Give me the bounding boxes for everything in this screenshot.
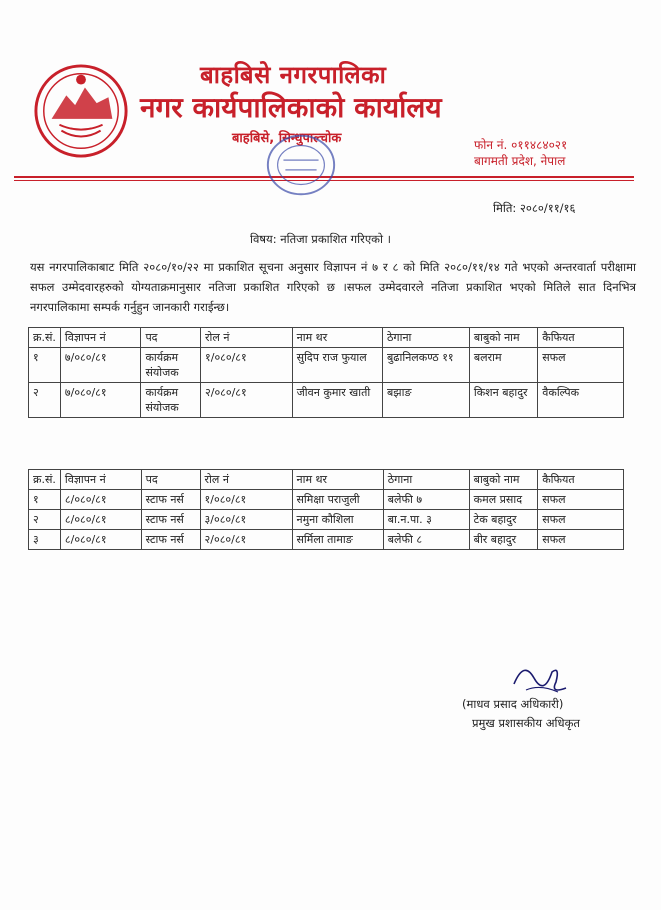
office-address: बाहबिसे, सिन्धुपाल्चोक <box>232 131 342 146</box>
col-serial: क्र.सं. <box>29 470 61 490</box>
col-father: बाबुको नाम <box>469 470 538 490</box>
cell-address: बुढानिलकण्ठ ११ <box>383 348 470 383</box>
cell-post: कार्यक्रम संयोजक <box>141 383 201 418</box>
nepal-emblem-icon <box>32 62 130 160</box>
cell-father: टेक बहादुर <box>469 510 538 530</box>
cell-serial: १ <box>29 490 61 510</box>
col-remarks: कैफियत <box>538 470 624 490</box>
cell-father: कमल प्रसाद <box>469 490 538 510</box>
table-row <box>29 383 624 418</box>
table-row <box>29 348 624 383</box>
cell-advertisement: ८/०८०/८१ <box>60 530 141 550</box>
cell-serial: २ <box>29 510 61 530</box>
cell-roll: २/०८०/८१ <box>201 383 293 418</box>
table-row <box>29 510 624 530</box>
cell-roll: १/०८०/८१ <box>200 490 292 510</box>
cell-father: किशन बहादुर <box>469 383 537 418</box>
cell-father: बलराम <box>469 348 537 383</box>
office-phone: फोन नं. ०११४८४०२१ <box>474 138 568 152</box>
col-advertisement: विज्ञापन नं <box>60 328 141 348</box>
cell-name: सर्मिला तामाङ <box>292 530 383 550</box>
cell-post: कार्यक्रम संयोजक <box>141 348 201 383</box>
col-roll: रोल नं <box>200 470 292 490</box>
office-province: बागमती प्रदेश, नेपाल <box>474 154 566 168</box>
cell-name: जीवन कुमार खाती <box>292 383 382 418</box>
col-post: पद <box>141 328 201 348</box>
table-header-row <box>29 470 624 490</box>
results-table-1 <box>28 327 624 418</box>
cell-address: बलेफी ७ <box>383 490 469 510</box>
cell-post: स्टाफ नर्स <box>141 510 200 530</box>
cell-advertisement: ८/०८०/८१ <box>60 490 141 510</box>
col-roll: रोल नं <box>201 328 293 348</box>
cell-roll: १/०८०/८१ <box>201 348 293 383</box>
notice-subject: विषय: नतिजा प्रकाशित गरिएको । <box>250 232 392 246</box>
cell-serial: २ <box>29 383 61 418</box>
cell-remarks: वैकल्पिक <box>538 383 624 418</box>
cell-post: स्टाफ नर्स <box>141 490 200 510</box>
cell-name: समिक्षा पराजुली <box>292 490 383 510</box>
cell-advertisement: ८/०८०/८१ <box>60 510 141 530</box>
signature-icon <box>506 654 576 700</box>
cell-post: स्टाफ नर्स <box>141 530 200 550</box>
col-address: ठेगाना <box>383 328 470 348</box>
cell-remarks: सफल <box>538 348 624 383</box>
col-address: ठेगाना <box>383 470 469 490</box>
cell-name: नमुना कौशिला <box>292 510 383 530</box>
cell-serial: ३ <box>29 530 61 550</box>
signatory-designation: प्रमुख प्रशासकीय अधिकृत <box>472 716 580 730</box>
col-remarks: कैफियत <box>538 328 624 348</box>
cell-serial: १ <box>29 348 61 383</box>
cell-roll: ३/०८०/८१ <box>200 510 292 530</box>
col-post: पद <box>141 470 200 490</box>
cell-remarks: सफल <box>538 490 624 510</box>
col-advertisement: विज्ञापन नं <box>60 470 141 490</box>
col-serial: क्र.सं. <box>29 328 61 348</box>
table-row <box>29 490 624 510</box>
cell-address: बझाङ <box>383 383 470 418</box>
cell-roll: २/०८०/८१ <box>200 530 292 550</box>
cell-advertisement: ७/०८०/८१ <box>60 383 141 418</box>
table-header-row <box>29 328 624 348</box>
office-stamp-icon <box>262 130 340 200</box>
cell-father: बीर बहादुर <box>469 530 538 550</box>
cell-address: बलेफी ८ <box>383 530 469 550</box>
signatory-name: (माधव प्रसाद अधिकारी) <box>462 697 564 711</box>
col-name: नाम थर <box>292 328 382 348</box>
notice-date: मिति: २०८०/११/१६ <box>493 201 576 215</box>
col-father: बाबुको नाम <box>469 328 537 348</box>
results-table-2 <box>28 469 624 550</box>
col-name: नाम थर <box>292 470 383 490</box>
office-name: नगर कार्यपालिकाको कार्यालय <box>140 91 442 124</box>
table-row <box>29 530 624 550</box>
notice-body: यस नगरपालिकाबाट मिति २०८०/१०/२२ मा प्रकाशित सूचना अनुसार विज्ञापन नं ७ र ८ को मिति २०८०/११/१४ गते भएको अन्तरवार्ता परीक्षामा सफल उम्मेदवारहरुको योग्यताक्रमानुसार नतिजा प्रकाशित गरिएको छ ।सफल उम्मेदवारले नतिजा प्रकाशित भएको मितिले सात दिनभित्र नगरपालिकामा सम्पर्क गर्नुहुन जानकारी गराईन्छ। <box>30 260 636 314</box>
cell-advertisement: ७/०८०/८१ <box>60 348 141 383</box>
cell-name: सुदिप राज फुयाल <box>292 348 382 383</box>
municipality-name: बाहबिसे नगरपालिका <box>200 61 387 89</box>
cell-remarks: सफल <box>538 510 624 530</box>
cell-remarks: सफल <box>538 530 624 550</box>
cell-address: बा.न.पा. ३ <box>383 510 469 530</box>
